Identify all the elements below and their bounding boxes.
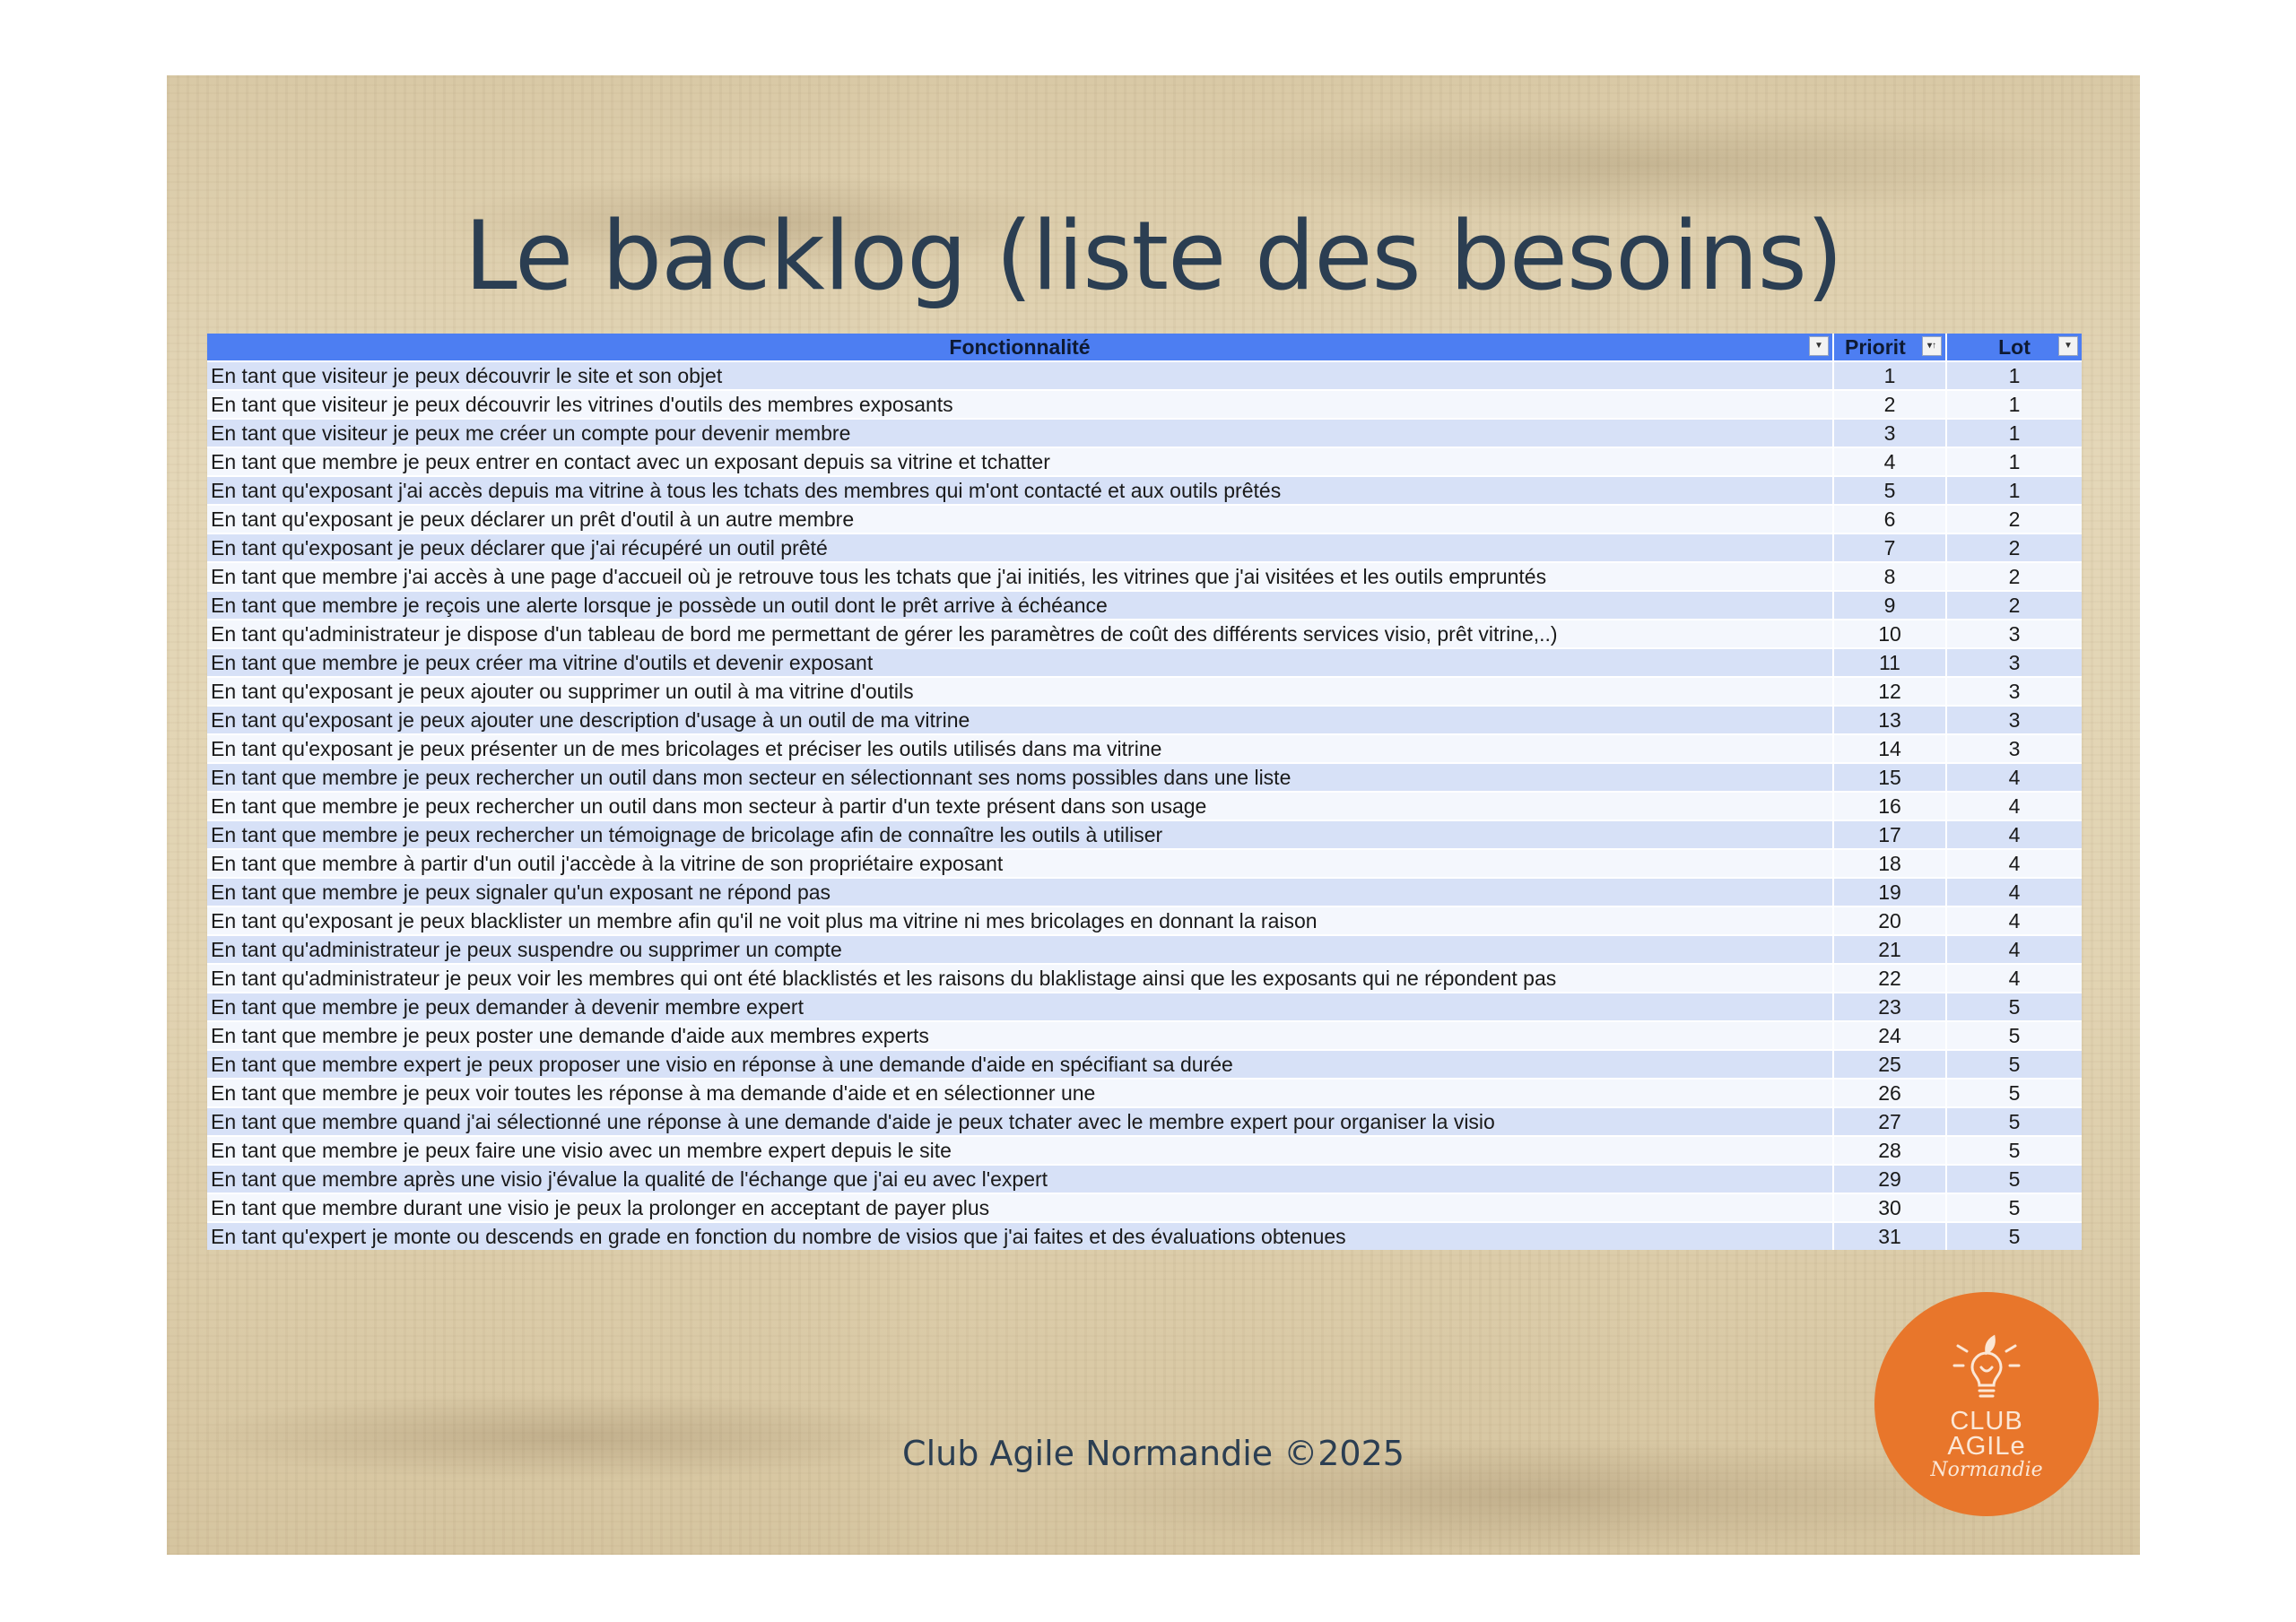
cell-lot: 3	[1946, 677, 2082, 706]
table-row	[207, 1107, 2082, 1136]
cell-fonctionnalite: En tant qu'expert je monte ou descends en grade en fonction du nombre de visios que j'ai faites et des évaluations obtenues	[207, 1222, 1833, 1250]
table-row	[207, 849, 2082, 878]
header-priorite	[1833, 334, 1946, 361]
cell-lot: 4	[1946, 964, 2082, 993]
cell-priorite: 16	[1833, 792, 1946, 820]
cell-lot: 5	[1946, 1107, 2082, 1136]
cell-priorite: 25	[1833, 1050, 1946, 1079]
logo-line-3: Normandie	[1930, 1459, 2043, 1481]
cell-fonctionnalite: En tant que membre je peux signaler qu'un exposant ne répond pas	[207, 878, 1833, 906]
cell-lot: 5	[1946, 1222, 2082, 1250]
cell-priorite: 19	[1833, 878, 1946, 906]
table-row	[207, 1079, 2082, 1107]
cell-lot: 5	[1946, 1136, 2082, 1165]
table-row	[207, 1193, 2082, 1222]
table-row	[207, 792, 2082, 820]
cell-lot: 3	[1946, 706, 2082, 734]
cell-fonctionnalite: En tant que membre je peux demander à devenir membre expert	[207, 993, 1833, 1021]
cell-lot: 4	[1946, 906, 2082, 935]
cell-lot: 1	[1946, 419, 2082, 447]
cell-priorite: 31	[1833, 1222, 1946, 1250]
cell-fonctionnalite: En tant qu'exposant je peux blacklister un membre afin qu'il ne voit plus ma vitrine ni mes bricolages en donnant la raison	[207, 906, 1833, 935]
cell-fonctionnalite: En tant que membre je peux rechercher un outil dans mon secteur à partir d'un texte présent dans son usage	[207, 792, 1833, 820]
cell-lot: 5	[1946, 1165, 2082, 1193]
cell-priorite: 12	[1833, 677, 1946, 706]
cell-lot: 4	[1946, 820, 2082, 849]
cell-fonctionnalite: En tant que membre j'ai accès à une page d'accueil où je retrouve tous les tchats que j'ai initiés, les vitrines que j'ai visitées et les outils empruntés	[207, 562, 1833, 591]
table-row	[207, 390, 2082, 419]
cell-fonctionnalite: En tant qu'exposant je peux déclarer un prêt d'outil à un autre membre	[207, 505, 1833, 533]
table-row	[207, 964, 2082, 993]
cell-fonctionnalite: En tant que membre à partir d'un outil j'accède à la vitrine de son propriétaire exposant	[207, 849, 1833, 878]
cell-lot: 5	[1946, 1193, 2082, 1222]
table-row	[207, 1222, 2082, 1250]
cell-lot: 5	[1946, 1079, 2082, 1107]
logo-line-1: CLUB	[1950, 1407, 2023, 1436]
cell-priorite: 6	[1833, 505, 1946, 533]
table-row	[207, 562, 2082, 591]
lightbulb-icon	[1951, 1328, 2022, 1404]
filter-dropdown-icon[interactable]: ▼	[2058, 336, 2078, 356]
cell-priorite: 18	[1833, 849, 1946, 878]
table-row	[207, 906, 2082, 935]
header-label: Lot	[1998, 334, 2031, 359]
cell-priorite: 9	[1833, 591, 1946, 620]
table-row	[207, 1021, 2082, 1050]
cell-fonctionnalite: En tant que membre durant une visio je peux la prolonger en acceptant de payer plus	[207, 1193, 1833, 1222]
cell-fonctionnalite: En tant que membre expert je peux proposer une visio en réponse à une demande d'aide en spécifiant sa durée	[207, 1050, 1833, 1079]
cell-fonctionnalite: En tant que membre je peux créer ma vitrine d'outils et devenir exposant	[207, 648, 1833, 677]
cell-lot: 2	[1946, 591, 2082, 620]
cell-lot: 4	[1946, 878, 2082, 906]
table-row	[207, 648, 2082, 677]
table-row	[207, 533, 2082, 562]
table-row	[207, 1136, 2082, 1165]
cell-lot: 4	[1946, 792, 2082, 820]
cell-lot: 4	[1946, 849, 2082, 878]
table-row	[207, 1165, 2082, 1193]
cell-lot: 5	[1946, 993, 2082, 1021]
page-title: Le backlog (liste des besoins)	[464, 201, 1843, 311]
table-row	[207, 734, 2082, 763]
cell-lot: 5	[1946, 1021, 2082, 1050]
cell-priorite: 14	[1833, 734, 1946, 763]
table-row	[207, 993, 2082, 1021]
cell-fonctionnalite: En tant qu'exposant je peux déclarer que j'ai récupéré un outil prêté	[207, 533, 1833, 562]
cell-lot: 1	[1946, 476, 2082, 505]
cell-fonctionnalite: En tant que membre je peux rechercher un témoignage de bricolage afin de connaître les outils à utiliser	[207, 820, 1833, 849]
cell-lot: 3	[1946, 734, 2082, 763]
cell-fonctionnalite: En tant que membre après une visio j'évalue la qualité de l'échange que j'ai eu avec l'expert	[207, 1165, 1833, 1193]
cell-fonctionnalite: En tant que membre je peux rechercher un outil dans mon secteur en sélectionnant ses noms possibles dans une liste	[207, 763, 1833, 792]
cell-lot: 2	[1946, 533, 2082, 562]
cell-priorite: 21	[1833, 935, 1946, 964]
cell-fonctionnalite: En tant qu'administrateur je peux voir les membres qui ont été blacklistés et les raisons du blaklistage ainsi que les exposants qui ne répondent pas	[207, 964, 1833, 993]
table-row	[207, 361, 2082, 390]
cell-priorite: 20	[1833, 906, 1946, 935]
table-row	[207, 447, 2082, 476]
cell-priorite: 13	[1833, 706, 1946, 734]
header-lot	[1946, 334, 2082, 361]
cell-priorite: 10	[1833, 620, 1946, 648]
cell-fonctionnalite: En tant que membre je peux faire une visio avec un membre expert depuis le site	[207, 1136, 1833, 1165]
cell-priorite: 26	[1833, 1079, 1946, 1107]
cell-priorite: 1	[1833, 361, 1946, 390]
footer-copyright: Club Agile Normandie ©2025	[902, 1434, 1405, 1473]
cell-lot: 2	[1946, 505, 2082, 533]
cell-priorite: 17	[1833, 820, 1946, 849]
table-row	[207, 935, 2082, 964]
cell-priorite: 5	[1833, 476, 1946, 505]
cell-fonctionnalite: En tant qu'exposant j'ai accès depuis ma vitrine à tous les tchats des membres qui m'ont contacté et aux outils prêtés	[207, 476, 1833, 505]
cell-fonctionnalite: En tant que membre je peux entrer en contact avec un exposant depuis sa vitrine et tchatter	[207, 447, 1833, 476]
cell-fonctionnalite: En tant qu'exposant je peux ajouter ou supprimer un outil à ma vitrine d'outils	[207, 677, 1833, 706]
table-row	[207, 1050, 2082, 1079]
table-row	[207, 591, 2082, 620]
table-row	[207, 706, 2082, 734]
cell-lot: 5	[1946, 1050, 2082, 1079]
cell-priorite: 27	[1833, 1107, 1946, 1136]
table-row	[207, 419, 2082, 447]
header-label: Priorit	[1845, 334, 1906, 359]
cell-fonctionnalite: En tant qu'exposant je peux ajouter une description d'usage à un outil de ma vitrine	[207, 706, 1833, 734]
cell-priorite: 30	[1833, 1193, 1946, 1222]
cell-fonctionnalite: En tant qu'exposant je peux présenter un de mes bricolages et préciser les outils utilisés dans ma vitrine	[207, 734, 1833, 763]
cell-fonctionnalite: En tant que visiteur je peux découvrir le site et son objet	[207, 361, 1833, 390]
backlog-table	[207, 334, 2082, 1250]
table-row	[207, 878, 2082, 906]
header-fonctionnalite	[207, 334, 1833, 361]
table-row	[207, 620, 2082, 648]
cell-fonctionnalite: En tant que membre je peux poster une demande d'aide aux membres experts	[207, 1021, 1833, 1050]
table-header-row	[207, 334, 2082, 361]
cell-fonctionnalite: En tant que membre je reçois une alerte lorsque je possède un outil dont le prêt arrive à échéance	[207, 591, 1833, 620]
cell-lot: 4	[1946, 763, 2082, 792]
filter-dropdown-icon[interactable]: ▼	[1809, 336, 1829, 356]
cell-priorite: 3	[1833, 419, 1946, 447]
cell-priorite: 28	[1833, 1136, 1946, 1165]
table-row	[207, 820, 2082, 849]
sort-filter-icon[interactable]: ▾↑	[1922, 336, 1942, 356]
cell-priorite: 7	[1833, 533, 1946, 562]
cell-priorite: 8	[1833, 562, 1946, 591]
slide	[167, 75, 2140, 1555]
cell-lot: 2	[1946, 562, 2082, 591]
club-agile-logo	[1874, 1292, 2099, 1516]
cell-fonctionnalite: En tant que visiteur je peux me créer un compte pour devenir membre	[207, 419, 1833, 447]
cell-priorite: 11	[1833, 648, 1946, 677]
cell-priorite: 23	[1833, 993, 1946, 1021]
cell-lot: 3	[1946, 648, 2082, 677]
cell-priorite: 24	[1833, 1021, 1946, 1050]
cell-priorite: 22	[1833, 964, 1946, 993]
table-row	[207, 505, 2082, 533]
cell-fonctionnalite: En tant qu'administrateur je peux suspendre ou supprimer un compte	[207, 935, 1833, 964]
cell-lot: 4	[1946, 935, 2082, 964]
cell-lot: 1	[1946, 447, 2082, 476]
cell-lot: 3	[1946, 620, 2082, 648]
table-row	[207, 476, 2082, 505]
cell-priorite: 15	[1833, 763, 1946, 792]
table-row	[207, 763, 2082, 792]
cell-fonctionnalite: En tant que visiteur je peux découvrir les vitrines d'outils des membres exposants	[207, 390, 1833, 419]
cell-fonctionnalite: En tant qu'administrateur je dispose d'un tableau de bord me permettant de gérer les paramètres de coût des différents services visio, prêt vitrine,..)	[207, 620, 1833, 648]
table-row	[207, 677, 2082, 706]
cell-fonctionnalite: En tant que membre je peux voir toutes les réponse à ma demande d'aide et en sélectionner une	[207, 1079, 1833, 1107]
cell-lot: 1	[1946, 390, 2082, 419]
cell-priorite: 29	[1833, 1165, 1946, 1193]
cell-lot: 1	[1946, 361, 2082, 390]
cell-priorite: 2	[1833, 390, 1946, 419]
header-label: Fonctionnalité	[949, 334, 1091, 359]
logo-line-2: AGILe	[1947, 1432, 2026, 1461]
cell-fonctionnalite: En tant que membre quand j'ai sélectionné une réponse à une demande d'aide je peux tchater avec le membre expert pour organiser la visio	[207, 1107, 1833, 1136]
cell-priorite: 4	[1833, 447, 1946, 476]
